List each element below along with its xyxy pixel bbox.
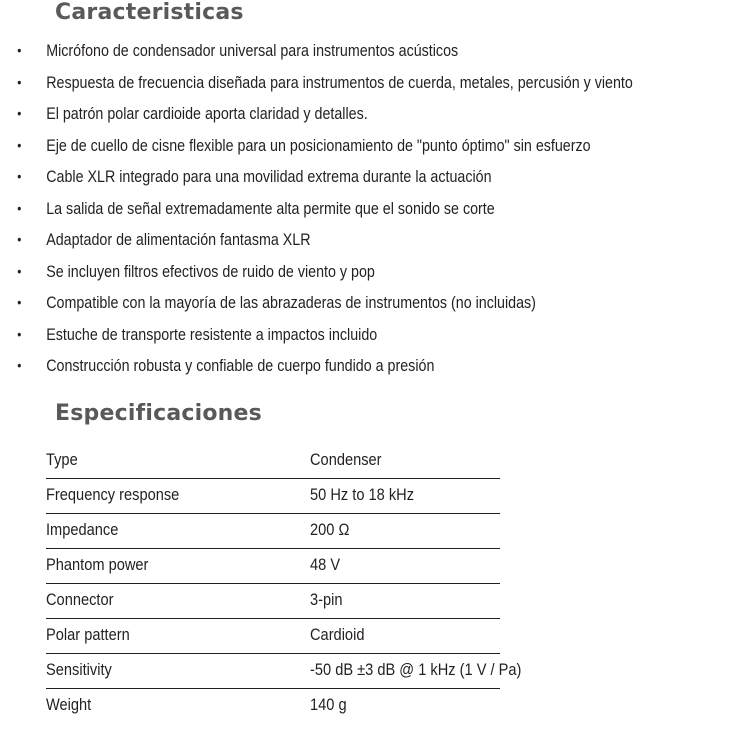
specs-table: [46, 444, 522, 724]
table-row: [46, 444, 500, 479]
list-item: [0, 350, 633, 382]
spec-label: Type: [46, 450, 78, 469]
table-row: [46, 654, 522, 689]
feature-text: Construcción robusta y confiable de cuerpo fundido a presión: [46, 356, 435, 375]
spec-value: 50 Hz to 18 kHz: [310, 485, 415, 504]
spec-label: Connector: [46, 590, 114, 609]
bullet-icon: •: [17, 73, 22, 90]
table-row: [46, 514, 500, 549]
bullet-icon: •: [17, 357, 22, 373]
list-item: [0, 161, 633, 193]
bullet-icon: •: [17, 136, 22, 153]
feature-text: Compatible con la mayoría de las abrazaderas de instrumentos (no incluidas): [46, 293, 536, 312]
list-item: [0, 256, 633, 288]
list-item: [0, 67, 633, 99]
spec-label: Frequency response: [46, 485, 180, 504]
bullet-icon: •: [17, 199, 22, 216]
feature-text: Cable XLR integrado para una movilidad extrema durante la actuación: [46, 167, 492, 186]
features-list: [0, 35, 730, 382]
table-row: [46, 619, 500, 654]
feature-text: Estuche de transporte resistente a impactos incluido: [46, 324, 378, 344]
bullet-icon: •: [17, 294, 22, 310]
feature-text: Respuesta de frecuencia diseñada para instrumentos de cuerda, metales, percusión y viento: [46, 72, 633, 92]
list-item: [0, 193, 633, 225]
list-item: [0, 319, 633, 351]
spec-value: 200 Ω: [310, 520, 350, 539]
specs-heading: Especificaciones: [55, 401, 262, 426]
feature-text: La salida de señal extremadamente alta permite que el sonido se corte: [46, 198, 495, 218]
spec-label: Polar pattern: [46, 625, 130, 644]
spec-value: 3-pin: [310, 590, 343, 609]
bullet-icon: •: [17, 42, 22, 58]
spec-value: 140 g: [310, 695, 347, 714]
spec-label: Weight: [46, 695, 92, 714]
list-item: [0, 130, 633, 162]
table-row: [46, 549, 500, 584]
bullet-icon: •: [17, 168, 22, 184]
bullet-icon: •: [17, 325, 22, 342]
spec-value: Cardioid: [310, 625, 365, 644]
list-item: [0, 98, 633, 130]
list-item: [0, 287, 633, 319]
spec-value: Condenser: [310, 450, 382, 469]
spec-value: -50 dB ±3 dB @ 1 kHz (1 V / Pa): [310, 660, 522, 679]
spec-value: 48 V: [310, 555, 341, 574]
feature-text: El patrón polar cardioide aporta claridad y detalles.: [46, 104, 368, 123]
feature-text: Micrófono de condensador universal para instrumentos acústicos: [46, 41, 459, 60]
table-row: [46, 584, 500, 619]
bullet-icon: •: [17, 105, 22, 121]
table-row: [46, 479, 500, 514]
list-item: [0, 224, 633, 256]
feature-text: Eje de cuello de cisne flexible para un posicionamiento de "punto óptimo" sin esfuerzo: [46, 135, 591, 155]
features-heading: Caracteristicas: [55, 0, 244, 25]
bullet-icon: •: [17, 262, 22, 279]
table-row: [46, 689, 500, 724]
spec-label: Sensitivity: [46, 660, 112, 679]
bullet-icon: •: [17, 231, 22, 247]
feature-text: Se incluyen filtros efectivos de ruido de viento y pop: [46, 261, 375, 281]
list-item: [0, 35, 633, 67]
feature-text: Adaptador de alimentación fantasma XLR: [46, 230, 311, 249]
spec-label: Impedance: [46, 520, 119, 539]
spec-label: Phantom power: [46, 555, 149, 574]
